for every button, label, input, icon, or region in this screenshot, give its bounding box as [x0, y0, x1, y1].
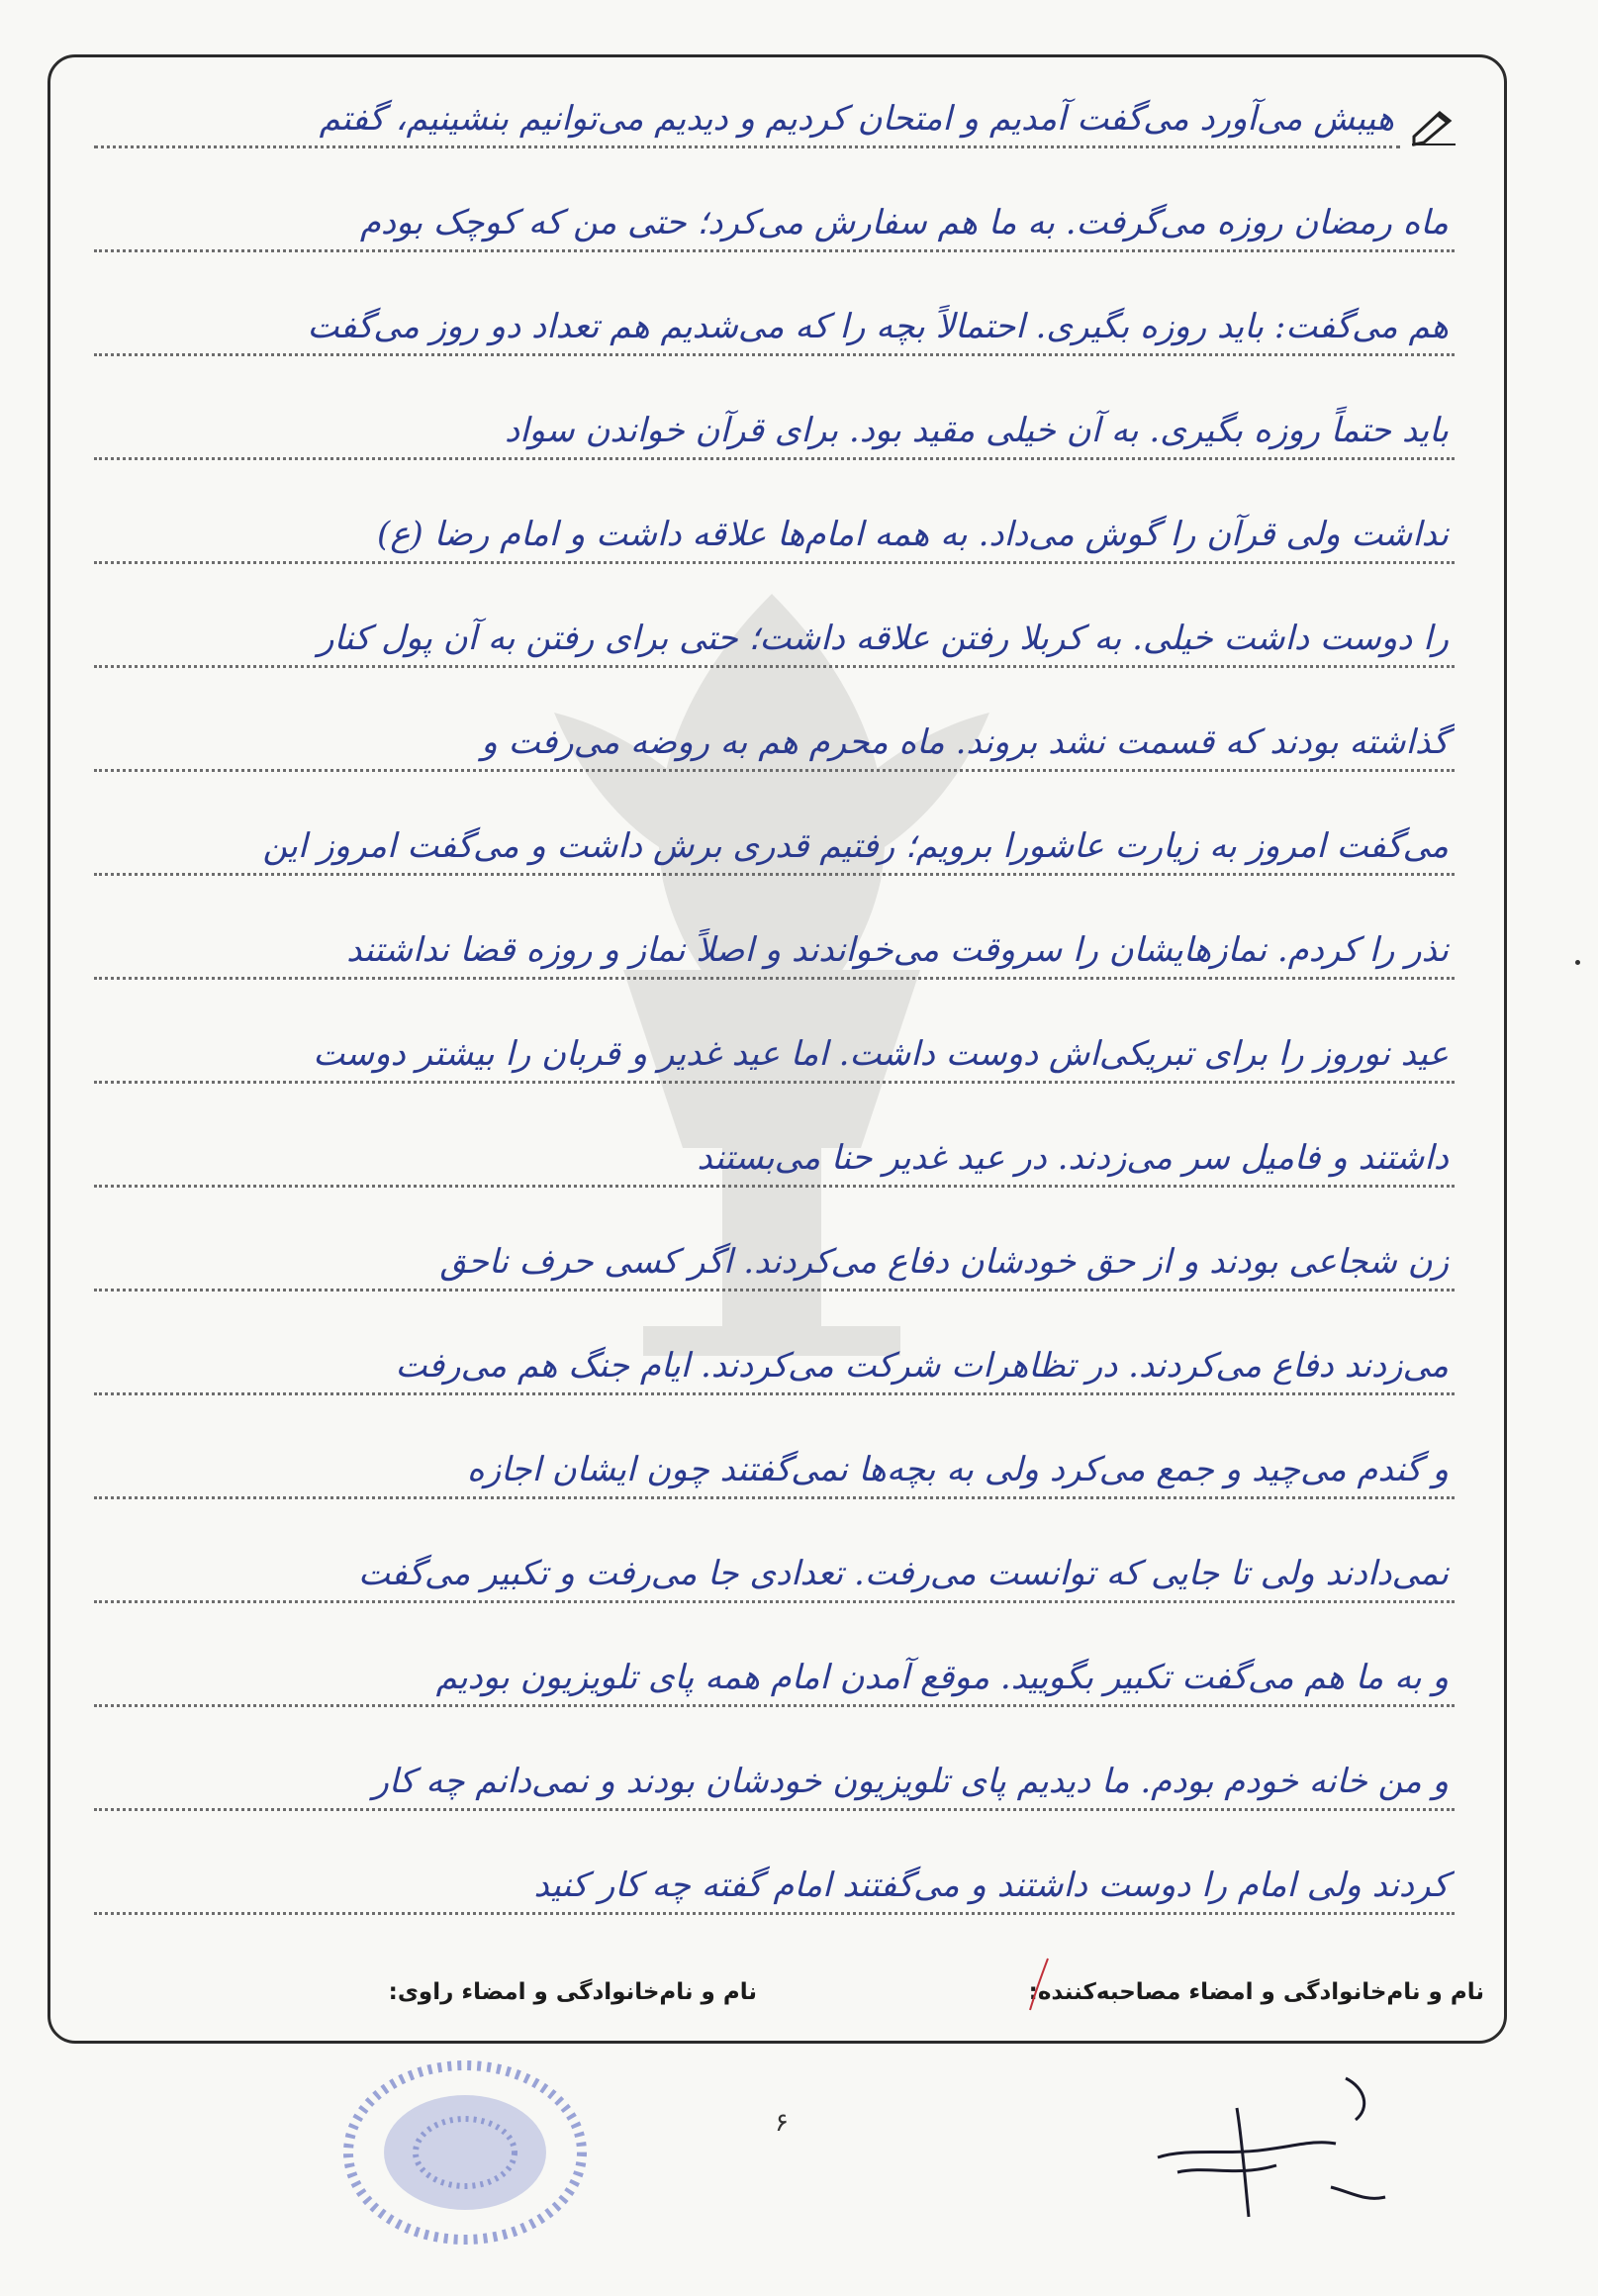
handwritten-line-13: می‌زدند دفاع می‌کردند. در تظاهرات شرکت می‌کردند. ایام جنگ هم می‌رفت	[94, 1326, 1455, 1395]
handwritten-line-6: را دوست داشت خیلی. به کربلا رفتن علاقه داشت؛ حتی برای رفتن به آن پول کنار	[94, 599, 1455, 668]
signature-labels-row	[297, 1979, 1484, 2019]
handwritten-line-15: نمی‌دادند ولی تا جایی که توانست می‌رفت. تعدادی جا می‌رفت و تکبیر می‌گفت	[94, 1534, 1455, 1603]
handwritten-line-12: زن شجاعی بودند و از حق خودشان دفاع می‌کردند. اگر کسی حرف ناحق	[94, 1222, 1455, 1292]
handwritten-line-11: داشتند و فامیل سر می‌زدند. در عید غدیر حنا می‌بستند	[94, 1118, 1455, 1188]
handwritten-line-18: کردند ولی امام را دوست داشتند و می‌گفتند امام گفته چه کار کنید	[94, 1846, 1455, 1915]
narrator-signature-label: نام و نام‌خانوادگی و امضاء راوی:	[388, 1979, 757, 2005]
handwritten-line-9: نذر را کردم. نمازهایشان را سروقت می‌خواندند و اصلاً نماز و روزه قضا نداشتند	[94, 910, 1455, 980]
handwritten-line-10: عید نوروز را برای تبریکی‌اش دوست داشت. اما عید غدیر و قربان را بیشتر دوست	[94, 1014, 1455, 1084]
handwritten-line-17: و من خانه خودم بودم. ما دیدیم پای تلویزیون خودشان بودند و نمی‌دانم چه کار	[94, 1742, 1455, 1811]
handwritten-line-5: نداشت ولی قرآن را گوش می‌داد. به همه امام‌ها علاقه داشت و امام رضا (ع)	[94, 495, 1455, 564]
handwritten-line-3: هم می‌گفت: باید روزه بگیری. احتمالاً بچه را که می‌شدیم هم تعداد دو روز می‌گفت	[94, 287, 1455, 356]
pen-writing-icon	[1410, 107, 1457, 146]
handwritten-line-2: ماه رمضان روزه می‌گرفت. به ما هم سفارش می‌کرد؛ حتی من که کوچک بودم	[94, 183, 1455, 252]
handwritten-line-8: می‌گفت امروز به زیارت عاشورا برویم؛ رفتیم قدری برش داشت و می‌گفت امروز این	[94, 807, 1455, 876]
handwritten-line-4: باید حتماً روزه بگیری. به آن خیلی مقید بود. برای قرآن خواندن سواد	[94, 391, 1455, 460]
handwritten-line-14: و گندم می‌چید و جمع می‌کرد ولی به بچه‌ها نمی‌گفتند چون ایشان اجازه	[94, 1430, 1455, 1499]
page-number: ۶	[775, 2108, 789, 2138]
red-pen-mark-icon	[1024, 1955, 1054, 2014]
interviewer-signature-label: نام و نام‌خانوادگی و امضاء مصاحبه‌کننده:	[1028, 1979, 1484, 2005]
stray-dot	[1575, 960, 1580, 965]
handwritten-line-7: گذاشته بودند که قسمت نشد بروند. ماه محرم هم به روضه می‌رفت و	[94, 703, 1455, 772]
handwritten-line-1: هیبش می‌آورد می‌گفت آمدیم و امتحان کردیم و دیدیم می‌توانیم بنشینیم، گفتم	[94, 79, 1400, 148]
handwritten-line-16: و به ما هم می‌گفت تکبیر بگویید. موقع آمدن امام همه پای تلویزیون بودیم	[94, 1638, 1455, 1707]
ink-stamp-icon	[317, 2049, 613, 2256]
handwritten-signature-icon	[1118, 2049, 1415, 2237]
